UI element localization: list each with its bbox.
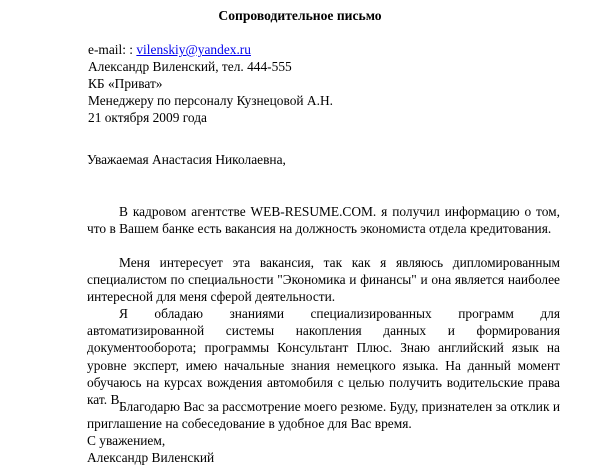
company-line: КБ «Приват» <box>88 76 163 91</box>
date-line: 21 октября 2009 года <box>88 110 207 125</box>
paragraph-4 <box>87 398 560 432</box>
paragraph-3 <box>87 305 560 408</box>
paragraph-text: В кадровом агентстве WEB-RESUME.COM. я получил информацию о том, что в Вашем банке есть вакансия на должность экономиста отдела кредитования. <box>87 204 560 237</box>
paragraph-text: Я обладаю знаниями специализированных программ для автоматизированной системы накопления данных и формирования документооборота; программы Консультант Плюс. Знаю английский язык на уровне эксперт, имею начальные знания немецкого языка. На данный момент обучаюсь на курсах вождения автомобиля с целью получить водительские права кат. В. <box>87 306 560 408</box>
recipient-line: Менеджеру по персоналу Кузнецовой А.Н. <box>88 93 333 108</box>
paragraph-text: Благодарю Вас за рассмотрение моего резюме. Буду, признателен за отклик и приглашение на собеседование в удобное для Вас время. <box>87 399 560 432</box>
paragraph-2 <box>87 254 560 306</box>
signature: Александр Виленский <box>87 450 215 465</box>
email-line <box>88 41 251 58</box>
sender-line: Александр Виленский, тел. 444-555 <box>88 59 292 74</box>
greeting: Уважаемая Анастасия Николаевна, <box>87 152 286 167</box>
closing: С уважением, <box>87 433 166 448</box>
email-label: e-mail: : <box>88 42 133 57</box>
email-link[interactable]: vilenskiy@yandex.ru <box>136 42 251 57</box>
paragraph-text: Меня интересует эта вакансия, так как я являюсь дипломированным специалистом по специальности "Экономика и финансы" и она является наиболее интересной для меня сферой деятельности. <box>87 255 560 305</box>
paragraph-1 <box>87 203 560 237</box>
page-title: Сопроводительное письмо <box>218 8 382 23</box>
